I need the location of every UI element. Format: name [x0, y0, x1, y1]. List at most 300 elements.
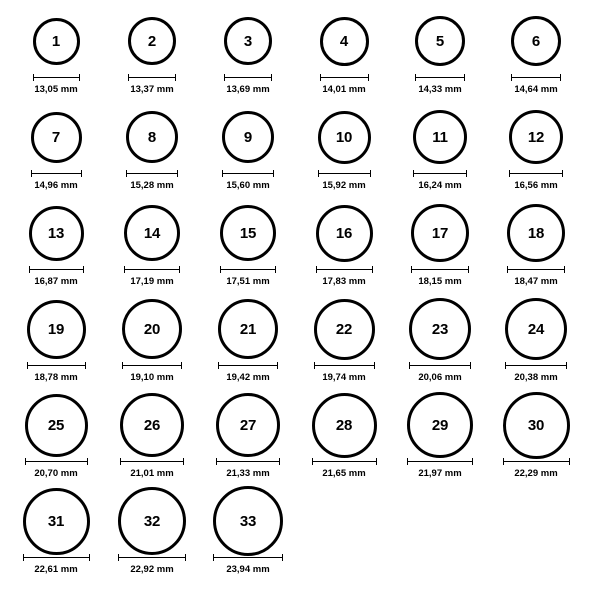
- ring-outline-icon: [415, 16, 465, 66]
- ring-outline-wrap: [503, 394, 570, 456]
- dimension-marker: [126, 168, 178, 178]
- ring-outline-wrap: [128, 10, 176, 72]
- dimension-line-icon: [224, 74, 272, 81]
- ring-outline-icon: [218, 299, 278, 359]
- ring-outline-icon: [27, 300, 86, 359]
- dimension-marker: [224, 72, 272, 82]
- dimension-tick-right-icon: [183, 458, 184, 465]
- dimension-tick-right-icon: [282, 554, 283, 561]
- ring-size-number: 4: [339, 32, 349, 50]
- ring-size-number: 6: [531, 32, 541, 50]
- ring-size-cell: [392, 298, 488, 383]
- ring-outline-icon: [25, 394, 88, 457]
- dimension-marker: [316, 264, 373, 274]
- ring-size-number: 27: [239, 416, 257, 434]
- dimension-marker: [128, 72, 176, 82]
- ring-size-number: 13: [47, 224, 65, 242]
- dimension-tick-left-icon: [503, 458, 504, 465]
- ring-outline-icon: [320, 17, 369, 66]
- dimension-tick-right-icon: [177, 170, 178, 177]
- dimension-line-icon: [312, 458, 377, 465]
- dimension-line-icon: [27, 362, 86, 369]
- dimension-line-icon: [320, 74, 369, 81]
- dimension-line-icon: [216, 458, 280, 465]
- dimension-line-icon: [126, 170, 178, 177]
- ring-size-cell: [200, 394, 296, 479]
- ring-outline-wrap: [224, 10, 272, 72]
- ring-diameter-label: 13,69 mm: [226, 84, 270, 95]
- ring-size-row: [8, 490, 592, 586]
- dimension-line-icon: [31, 170, 82, 177]
- ring-outline-icon: [312, 393, 377, 458]
- ring-outline-wrap: [220, 202, 276, 264]
- ring-outline-wrap: [126, 106, 178, 168]
- dimension-tick-left-icon: [505, 362, 506, 369]
- dimension-tick-left-icon: [218, 362, 219, 369]
- ring-size-cell: [104, 394, 200, 479]
- dimension-tick-right-icon: [368, 74, 369, 81]
- ring-outline-wrap: [316, 202, 373, 264]
- ring-size-cell: [8, 10, 104, 95]
- dimension-tick-left-icon: [25, 458, 26, 465]
- ring-size-cell: [8, 202, 104, 287]
- ring-outline-wrap: [507, 202, 565, 264]
- dimension-tick-left-icon: [118, 554, 119, 561]
- ring-outline-icon: [318, 111, 371, 164]
- ring-diameter-label: 14,01 mm: [322, 84, 366, 95]
- dimension-tick-left-icon: [224, 74, 225, 81]
- dimension-tick-right-icon: [468, 266, 469, 273]
- ring-outline-icon: [407, 392, 473, 458]
- ring-size-number: 8: [147, 128, 157, 146]
- dimension-line-icon: [511, 74, 561, 81]
- dimension-line-icon: [503, 458, 570, 465]
- ring-size-number: 24: [527, 320, 545, 338]
- ring-size-number: 9: [243, 128, 253, 146]
- ring-outline-wrap: [509, 106, 563, 168]
- dimension-tick-left-icon: [312, 458, 313, 465]
- dimension-tick-left-icon: [314, 362, 315, 369]
- dimension-tick-right-icon: [271, 74, 272, 81]
- ring-diameter-label: 13,05 mm: [34, 84, 78, 95]
- ring-size-number: 20: [143, 320, 161, 338]
- ring-size-number: 21: [239, 320, 257, 338]
- ring-outline-icon: [413, 110, 467, 164]
- dimension-marker: [216, 456, 280, 466]
- ring-diameter-label: 14,96 mm: [34, 180, 78, 191]
- ring-size-cell: [488, 298, 584, 383]
- ring-diameter-label: 21,65 mm: [322, 468, 366, 479]
- ring-outline-icon: [122, 299, 182, 359]
- dimension-line-icon: [122, 362, 182, 369]
- dimension-tick-left-icon: [409, 362, 410, 369]
- ring-size-cell: [296, 10, 392, 95]
- ring-size-cell: [200, 202, 296, 287]
- ring-diameter-label: 13,37 mm: [130, 84, 174, 95]
- ring-diameter-label: 18,47 mm: [514, 276, 558, 287]
- ring-size-cell: [488, 202, 584, 287]
- dimension-tick-right-icon: [374, 362, 375, 369]
- dimension-marker: [25, 456, 88, 466]
- dimension-line-icon: [314, 362, 375, 369]
- dimension-marker: [118, 552, 186, 562]
- dimension-tick-left-icon: [23, 554, 24, 561]
- ring-outline-wrap: [31, 106, 82, 168]
- ring-outline-icon: [507, 204, 565, 262]
- dimension-line-icon: [415, 74, 465, 81]
- ring-diameter-label: 22,92 mm: [130, 564, 174, 575]
- ring-size-row: [8, 202, 592, 298]
- dimension-tick-right-icon: [370, 170, 371, 177]
- dimension-line-icon: [509, 170, 563, 177]
- dimension-line-icon: [316, 266, 373, 273]
- dimension-tick-right-icon: [277, 362, 278, 369]
- ring-diameter-label: 22,29 mm: [514, 468, 558, 479]
- ring-outline-wrap: [124, 202, 180, 264]
- dimension-line-icon: [407, 458, 473, 465]
- dimension-tick-right-icon: [569, 458, 570, 465]
- dimension-line-icon: [318, 170, 371, 177]
- ring-outline-wrap: [27, 298, 86, 360]
- dimension-tick-left-icon: [128, 74, 129, 81]
- ring-diameter-label: 16,56 mm: [514, 180, 558, 191]
- ring-outline-icon: [31, 112, 82, 163]
- ring-outline-icon: [118, 487, 186, 555]
- dimension-tick-right-icon: [560, 74, 561, 81]
- ring-outline-wrap: [411, 202, 469, 264]
- ring-diameter-label: 14,64 mm: [514, 84, 558, 95]
- ring-size-cell: [296, 202, 392, 287]
- ring-size-number: 32: [143, 512, 161, 530]
- ring-size-cell: [392, 202, 488, 287]
- dimension-tick-right-icon: [185, 554, 186, 561]
- ring-outline-icon: [316, 205, 373, 262]
- ring-outline-wrap: [505, 298, 567, 360]
- dimension-tick-right-icon: [81, 170, 82, 177]
- dimension-tick-left-icon: [320, 74, 321, 81]
- dimension-tick-left-icon: [509, 170, 510, 177]
- ring-size-cell: [8, 490, 104, 575]
- dimension-marker: [407, 456, 473, 466]
- dimension-marker: [320, 72, 369, 82]
- dimension-marker: [31, 168, 82, 178]
- dimension-line-icon: [411, 266, 469, 273]
- ring-diameter-label: 20,38 mm: [514, 372, 558, 383]
- ring-size-number: 22: [335, 320, 353, 338]
- dimension-marker: [505, 360, 567, 370]
- ring-size-number: 17: [431, 224, 449, 242]
- ring-diameter-label: 21,33 mm: [226, 468, 270, 479]
- ring-size-number: 33: [239, 512, 257, 530]
- ring-diameter-label: 22,61 mm: [34, 564, 78, 575]
- ring-diameter-label: 21,97 mm: [418, 468, 462, 479]
- ring-outline-wrap: [314, 298, 375, 360]
- ring-outline-icon: [409, 298, 471, 360]
- ring-size-number: 12: [527, 128, 545, 146]
- ring-diameter-label: 14,33 mm: [418, 84, 462, 95]
- ring-outline-wrap: [33, 10, 80, 72]
- ring-diameter-label: 17,19 mm: [130, 276, 174, 287]
- dimension-tick-right-icon: [466, 170, 467, 177]
- dimension-tick-left-icon: [27, 362, 28, 369]
- dimension-tick-left-icon: [507, 266, 508, 273]
- ring-size-cell: [200, 106, 296, 191]
- ring-outline-wrap: [222, 106, 274, 168]
- dimension-line-icon: [29, 266, 84, 273]
- dimension-line-icon: [507, 266, 565, 273]
- dimension-tick-left-icon: [120, 458, 121, 465]
- ring-diameter-label: 17,51 mm: [226, 276, 270, 287]
- dimension-line-icon: [118, 554, 186, 561]
- ring-size-number: 2: [147, 32, 157, 50]
- ring-size-number: 30: [527, 416, 545, 434]
- ring-diameter-label: 15,92 mm: [322, 180, 366, 191]
- dimension-line-icon: [120, 458, 184, 465]
- dimension-line-icon: [33, 74, 80, 81]
- dimension-marker: [312, 456, 377, 466]
- dimension-tick-left-icon: [33, 74, 34, 81]
- ring-outline-wrap: [120, 394, 184, 456]
- ring-outline-icon: [224, 17, 272, 65]
- ring-outline-icon: [222, 111, 274, 163]
- dimension-tick-left-icon: [318, 170, 319, 177]
- dimension-tick-right-icon: [562, 170, 563, 177]
- ring-diameter-label: 15,28 mm: [130, 180, 174, 191]
- dimension-tick-left-icon: [29, 266, 30, 273]
- ring-size-number: 28: [335, 416, 353, 434]
- ring-diameter-label: 19,42 mm: [226, 372, 270, 383]
- ring-size-cell: [488, 10, 584, 95]
- ring-outline-wrap: [318, 106, 371, 168]
- ring-diameter-label: 23,94 mm: [226, 564, 270, 575]
- ring-diameter-label: 21,01 mm: [130, 468, 174, 479]
- dimension-tick-left-icon: [213, 554, 214, 561]
- dimension-line-icon: [23, 554, 90, 561]
- dimension-tick-right-icon: [85, 362, 86, 369]
- dimension-line-icon: [220, 266, 276, 273]
- ring-outline-wrap: [216, 394, 280, 456]
- ring-size-number: 15: [239, 224, 257, 242]
- ring-size-cell: [488, 394, 584, 479]
- ring-diameter-label: 15,60 mm: [226, 180, 270, 191]
- ring-outline-icon: [23, 488, 90, 555]
- ring-diameter-label: 16,87 mm: [34, 276, 78, 287]
- ring-outline-icon: [124, 205, 180, 261]
- ring-size-row: [8, 106, 592, 202]
- dimension-marker: [23, 552, 90, 562]
- ring-diameter-label: 16,24 mm: [418, 180, 462, 191]
- dimension-tick-right-icon: [464, 74, 465, 81]
- ring-outline-wrap: [23, 490, 90, 552]
- dimension-tick-left-icon: [124, 266, 125, 273]
- dimension-tick-right-icon: [79, 74, 80, 81]
- ring-outline-icon: [503, 392, 570, 459]
- ring-outline-icon: [314, 299, 375, 360]
- dimension-marker: [27, 360, 86, 370]
- dimension-line-icon: [505, 362, 567, 369]
- dimension-marker: [413, 168, 467, 178]
- dimension-tick-right-icon: [87, 458, 88, 465]
- dimension-tick-right-icon: [83, 266, 84, 273]
- dimension-tick-left-icon: [122, 362, 123, 369]
- dimension-tick-right-icon: [279, 458, 280, 465]
- ring-size-cell: [392, 106, 488, 191]
- ring-outline-icon: [120, 393, 184, 457]
- dimension-tick-right-icon: [181, 362, 182, 369]
- ring-outline-wrap: [118, 490, 186, 552]
- ring-outline-icon: [511, 16, 561, 66]
- dimension-line-icon: [413, 170, 467, 177]
- ring-size-cell: [8, 298, 104, 383]
- dimension-tick-left-icon: [31, 170, 32, 177]
- dimension-tick-left-icon: [415, 74, 416, 81]
- ring-outline-wrap: [218, 298, 278, 360]
- dimension-line-icon: [25, 458, 88, 465]
- dimension-tick-right-icon: [472, 458, 473, 465]
- ring-outline-wrap: [320, 10, 369, 72]
- ring-size-number: 29: [431, 416, 449, 434]
- ring-diameter-label: 17,83 mm: [322, 276, 366, 287]
- ring-size-cell: [104, 106, 200, 191]
- ring-size-cell: [104, 490, 200, 575]
- dimension-tick-left-icon: [407, 458, 408, 465]
- ring-size-cell: [8, 106, 104, 191]
- ring-size-cell: [104, 10, 200, 95]
- dimension-marker: [511, 72, 561, 82]
- dimension-tick-right-icon: [275, 266, 276, 273]
- ring-outline-icon: [213, 486, 283, 556]
- ring-size-number: 11: [432, 128, 448, 146]
- ring-outline-wrap: [122, 298, 182, 360]
- ring-outline-wrap: [415, 10, 465, 72]
- ring-outline-wrap: [407, 394, 473, 456]
- ring-size-number: 16: [335, 224, 353, 242]
- dimension-line-icon: [128, 74, 176, 81]
- ring-outline-icon: [216, 393, 280, 457]
- ring-size-cell: [488, 106, 584, 191]
- dimension-tick-left-icon: [411, 266, 412, 273]
- ring-size-cell: [104, 298, 200, 383]
- ring-size-cell: [392, 10, 488, 95]
- ring-size-number: 3: [243, 32, 253, 50]
- ring-size-cell: [104, 202, 200, 287]
- ring-diameter-label: 18,78 mm: [34, 372, 78, 383]
- dimension-tick-right-icon: [470, 362, 471, 369]
- ring-diameter-label: 18,15 mm: [418, 276, 462, 287]
- ring-size-number: 31: [47, 512, 65, 530]
- ring-size-number: 5: [435, 32, 445, 50]
- ring-size-cell: [200, 10, 296, 95]
- dimension-tick-left-icon: [413, 170, 414, 177]
- ring-outline-icon: [509, 110, 563, 164]
- ring-outline-wrap: [413, 106, 467, 168]
- ring-size-cell: [296, 106, 392, 191]
- ring-outline-wrap: [29, 202, 84, 264]
- ring-diameter-label: 19,74 mm: [322, 372, 366, 383]
- dimension-line-icon: [222, 170, 274, 177]
- dimension-tick-left-icon: [222, 170, 223, 177]
- ring-outline-wrap: [511, 10, 561, 72]
- dimension-tick-left-icon: [126, 170, 127, 177]
- dimension-marker: [509, 168, 563, 178]
- ring-size-number: 26: [143, 416, 161, 434]
- dimension-marker: [411, 264, 469, 274]
- dimension-marker: [503, 456, 570, 466]
- dimension-tick-right-icon: [179, 266, 180, 273]
- dimension-marker: [218, 360, 278, 370]
- dimension-tick-right-icon: [372, 266, 373, 273]
- ring-size-row: [8, 10, 592, 106]
- dimension-marker: [222, 168, 274, 178]
- dimension-tick-left-icon: [316, 266, 317, 273]
- dimension-marker: [318, 168, 371, 178]
- ring-size-cell: [200, 490, 296, 575]
- dimension-tick-left-icon: [511, 74, 512, 81]
- dimension-marker: [122, 360, 182, 370]
- ring-diameter-label: 20,06 mm: [418, 372, 462, 383]
- ring-diameter-label: 20,70 mm: [34, 468, 78, 479]
- dimension-tick-right-icon: [273, 170, 274, 177]
- ring-size-cell: [200, 298, 296, 383]
- ring-size-cell: [8, 394, 104, 479]
- ring-size-row: [8, 394, 592, 490]
- dimension-line-icon: [409, 362, 471, 369]
- ring-outline-icon: [128, 17, 176, 65]
- dimension-line-icon: [218, 362, 278, 369]
- ring-outline-wrap: [409, 298, 471, 360]
- ring-size-number: 7: [51, 128, 61, 146]
- ring-size-cell: [392, 394, 488, 479]
- ring-size-cell: [296, 298, 392, 383]
- dimension-tick-right-icon: [89, 554, 90, 561]
- dimension-marker: [314, 360, 375, 370]
- ring-outline-icon: [29, 206, 84, 261]
- ring-diameter-label: 19,10 mm: [130, 372, 174, 383]
- dimension-tick-left-icon: [220, 266, 221, 273]
- dimension-line-icon: [124, 266, 180, 273]
- dimension-marker: [29, 264, 84, 274]
- dimension-tick-right-icon: [175, 74, 176, 81]
- ring-size-row: [8, 298, 592, 394]
- dimension-tick-left-icon: [216, 458, 217, 465]
- ring-size-number: 23: [431, 320, 449, 338]
- dimension-marker: [507, 264, 565, 274]
- dimension-marker: [415, 72, 465, 82]
- ring-size-number: 1: [51, 32, 61, 50]
- ring-outline-icon: [220, 205, 276, 261]
- ring-outline-icon: [505, 298, 567, 360]
- ring-size-cell: [296, 394, 392, 479]
- ring-outline-wrap: [213, 490, 283, 552]
- dimension-tick-right-icon: [566, 362, 567, 369]
- ring-outline-icon: [126, 111, 178, 163]
- dimension-marker: [220, 264, 276, 274]
- ring-size-number: 25: [47, 416, 65, 434]
- ring-outline-wrap: [312, 394, 377, 456]
- ring-outline-icon: [33, 18, 80, 65]
- ring-outline-icon: [411, 204, 469, 262]
- dimension-marker: [120, 456, 184, 466]
- dimension-line-icon: [213, 554, 283, 561]
- dimension-marker: [409, 360, 471, 370]
- ring-size-number: 19: [47, 320, 65, 338]
- ring-size-number: 14: [143, 224, 161, 242]
- ring-size-number: 10: [335, 128, 353, 146]
- ring-outline-wrap: [25, 394, 88, 456]
- dimension-tick-right-icon: [376, 458, 377, 465]
- dimension-marker: [124, 264, 180, 274]
- dimension-marker: [33, 72, 80, 82]
